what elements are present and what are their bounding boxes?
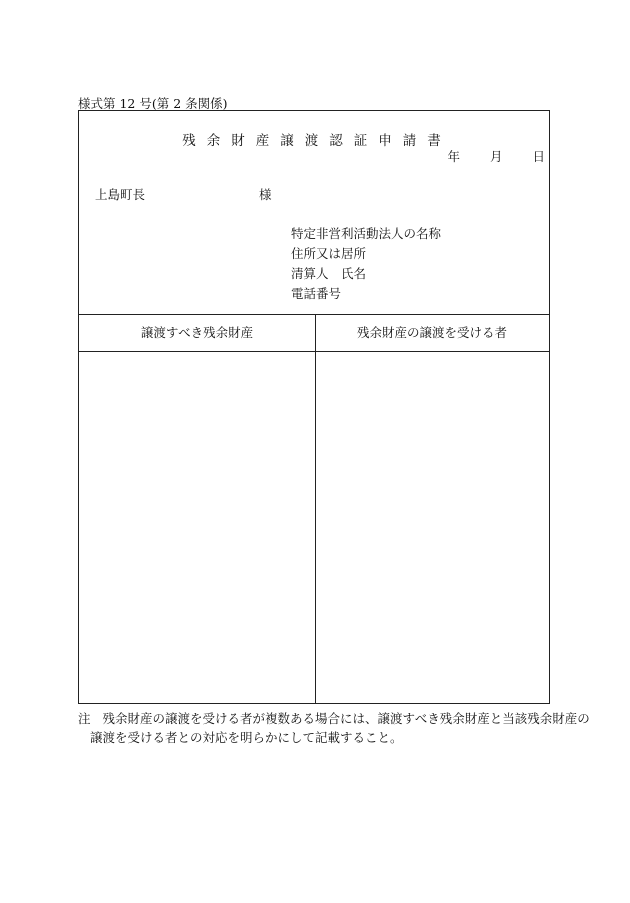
form-title: 残余財産譲渡認証申請書 <box>182 133 452 149</box>
addressee-honorific: 様 <box>259 187 272 202</box>
application-form <box>78 110 550 704</box>
org-name-label: 特定非営利活動法人の名称 <box>291 226 442 241</box>
applicant-block <box>291 224 441 304</box>
header-transferee: 残余財産の譲渡を受ける者 <box>356 325 507 340</box>
form-number: 様式第 12 号(第 2 条関係) <box>78 96 228 111</box>
footnote <box>78 709 590 747</box>
date-day-label: 日 <box>532 149 545 164</box>
transferee-cell[interactable] <box>316 352 549 703</box>
footnote-mark: 注 <box>78 711 91 726</box>
addressee-name: 上島町長 <box>95 187 146 202</box>
footnote-text-1: 残余財産の譲渡を受ける者が複数ある場合には、譲渡すべき残余財産と当該残余財産の <box>102 711 590 726</box>
phone-label: 電話番号 <box>291 286 342 301</box>
footnote-line-1 <box>78 709 590 728</box>
footnote-line-2: 譲渡を受ける者との対応を明らかにして記載すること。 <box>90 730 403 745</box>
date-year-label: 年 <box>447 149 460 164</box>
table-header-row <box>79 315 549 352</box>
date-line <box>447 147 545 165</box>
assets-table <box>79 314 549 704</box>
date-month-label: 月 <box>489 149 503 164</box>
header-assets-to-transfer: 譲渡すべき残余財産 <box>140 325 254 340</box>
address-label: 住所又は居所 <box>291 246 367 261</box>
liquidator-name-label: 清算人 氏名 <box>291 266 367 281</box>
assets-to-transfer-cell[interactable] <box>79 352 315 703</box>
